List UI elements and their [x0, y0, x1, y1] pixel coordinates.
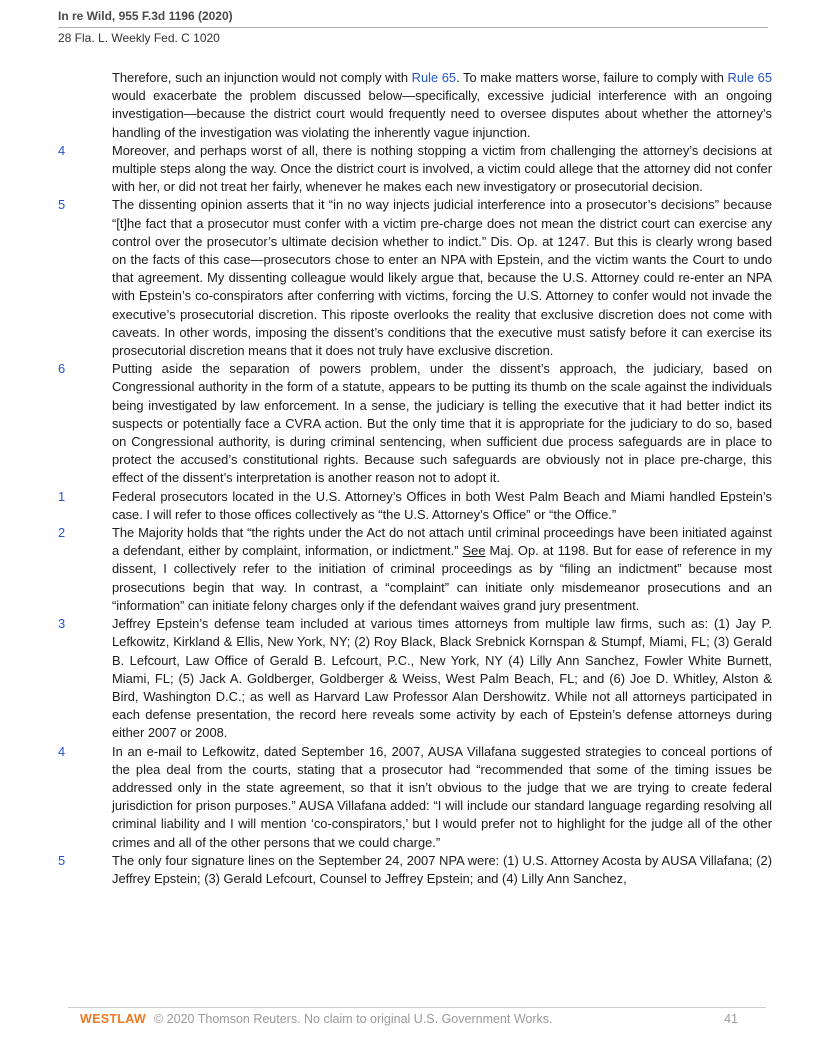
- page-number: 41: [724, 1012, 738, 1026]
- footnote-text: In an e-mail to Lefkowitz, dated September 16, 2007, AUSA Villafana suggested strategies to conceal portions of the plea deal from the courts, stating that a prosecutor had “recommended that some of the timing issues be addressed only in the state agreement, so that it isn’t obvious to the judge that we are trying to create federal jurisdiction for prison purposes.” AUSA Villafana added: “I will include our standard language regarding resolving all criminal liability and I will mention ‘co-conspirators,’ but I would prefer not to highlight for the judge all of the other crimes and all of the other persons that we could charge.”: [112, 743, 772, 850]
- footnote-number-link[interactable]: 6: [58, 361, 66, 377]
- footnote-text: Federal prosecutors located in the U.S. Attorney’s Offices in both West Palm Beach and Miami handled Epstein’s case. I will refer to those offices collectively as “the U.S. Attorney’s Office” or “the Office.”: [112, 488, 772, 522]
- footnote-number-link[interactable]: 4: [58, 142, 66, 158]
- westlaw-logo: WESTLAW: [80, 1012, 146, 1026]
- rule-65-link[interactable]: Rule 65: [411, 70, 457, 85]
- document-body: [58, 69, 772, 888]
- copyright-notice: © 2020 Thomson Reuters. No claim to original U.S. Government Works.: [154, 1012, 553, 1026]
- dissent-footnote-5: [58, 196, 772, 360]
- see-signal: See: [462, 543, 486, 559]
- footnote-1: [58, 488, 772, 524]
- footnote-text: The dissenting opinion asserts that it “in no way injects judicial interference into a prosecutor’s decisions” because “[t]he fact that a prosecutor must confer with a victim pre-charge does not mean the district court can exercise any control over the prosecutor’s ultimate decision whether to indict.” Dis. Op. at 1247. But this is clearly wrong based on the facts of this case—prosecutors chose to enter an NPA with Epstein, and the victim wants the Court to undo that agreement. My dissenting colleague would likely argue that, because the U.S. Attorney could re-enter an NPA with Epstein’s co-conspirators after conferring with victims, forcing the U.S. Attorney to confer would not invade the executive’s prosecutorial discretion. This riposte overlooks the reality that exclusive discretion does not come with caveats. In other words, imposing the dissent’s conditions that the executive must satisfy before it can exercise its prosecutorial discretion means that it does not truly have exclusive discretion.: [112, 197, 772, 359]
- footer-divider: [68, 1007, 766, 1008]
- footnote-number-link[interactable]: 4: [58, 743, 66, 759]
- footnote-2: [58, 524, 772, 615]
- document-citation: 28 Fla. L. Weekly Fed. C 1020: [58, 31, 220, 45]
- footnote-text: Putting aside the separation of powers problem, under the dissent’s approach, the judiciary, based on Congressional authority in the form of a statute, appears to be putting its thumb on the scale against the individuals being investigated by law enforcement. In a sense, the judiciary is telling the executive that it had better indict its suspects or potentially face a CVRA action. But the only time that it is appropriate for the judiciary to do so, based on Congressional authority, is during criminal sentencing, when sufficient due process safeguards are in place to protect the accused’s constitutional rights. Because such safeguards are obviously not in place pre-charge, this effect of the dissent’s interpretation is another reason not to adopt it.: [112, 361, 772, 486]
- footnote-number-link[interactable]: 3: [58, 616, 66, 632]
- dissent-footnote-4: [58, 142, 772, 197]
- footnote-text: The Majority holds that “the rights under the Act do not attach until criminal proceedings have been initiated against a defendant, either by complaint, information, or indictment.” See Maj. Op. at 1198. But for ease of reference in my dissent, I collectively refer to the initiation of criminal proceedings as by “filing an indictment” because most prosecutions begin that way. In contrast, a “complaint” can initiate only misdemeanor prosecutions and an “information” can initiate felony charges only if the defendant waives grand jury presentment.: [112, 525, 772, 613]
- footnote-text: The only four signature lines on the September 24, 2007 NPA were: (1) U.S. Attorney Acosta by AUSA Villafana; (2) Jeffrey Epstein; (3) Gerald Lefcourt, Counsel to Jeffrey Epstein; and (4) Lilly Ann Sanchez,: [112, 852, 772, 886]
- rule-65-link-2[interactable]: Rule 65: [727, 70, 772, 85]
- footnote-number-link[interactable]: 5: [58, 852, 66, 868]
- footnote-4: [58, 743, 772, 852]
- continued-paragraph: Therefore, such an injunction would not comply with Rule 65. To make matters worse, failure to comply with Rule 65 would exacerbate the problem discussed below—specifically, excessive judicial interference with an ongoing investigation—because the district court would frequently need to oversee disputes about whether the attorney’s handling of the investigation was violating the inherently vague injunction.: [112, 70, 772, 140]
- footnote-5: [58, 852, 772, 888]
- footnote-number-link[interactable]: 1: [58, 488, 66, 504]
- footnote-3: [58, 615, 772, 742]
- footnote-number-link[interactable]: 2: [58, 525, 66, 541]
- footnote-number-link[interactable]: 5: [58, 197, 66, 213]
- document-title: In re Wild, 955 F.3d 1196 (2020): [58, 9, 233, 23]
- footnote-text: Moreover, and perhaps worst of all, there is nothing stopping a victim from challenging the attorney’s decisions at multiple steps along the way. Once the district court is involved, a victim could allege that the attorney did not confer with her, or did not treat her fairly, whenever he makes each new investigatory or prosecutorial decision.: [112, 142, 772, 195]
- dissent-footnote-6: [58, 360, 772, 487]
- header-divider: [58, 27, 768, 28]
- footnote-text: Jeffrey Epstein’s defense team included at various times attorneys from multiple law firms, such as: (1) Jay P. Lefkowitz, Kirkland & Ellis, New York, NY; (2) Roy Black, Black Srebnick Kornspan & Stumpf, Miami, FL; (3) Gerald B. Lefcourt, Law Office of Gerald B. Lefcourt, P.C., New York, NY (4) Lilly Ann Sanchez, Fowler White Burnett, Miami, FL; (5) Jack A. Goldberger, Goldberger & Weiss, West Palm Beach, FL; and (6) Joe D. Whitley, Alston & Bird, Washington D.C.; as well as Harvard Law Professor Alan Dershowitz. While not all attorneys participated in each defense presentation, the record here reveals some activity by each of Epstein’s defense attorneys during either 2007 or 2008.: [112, 616, 772, 741]
